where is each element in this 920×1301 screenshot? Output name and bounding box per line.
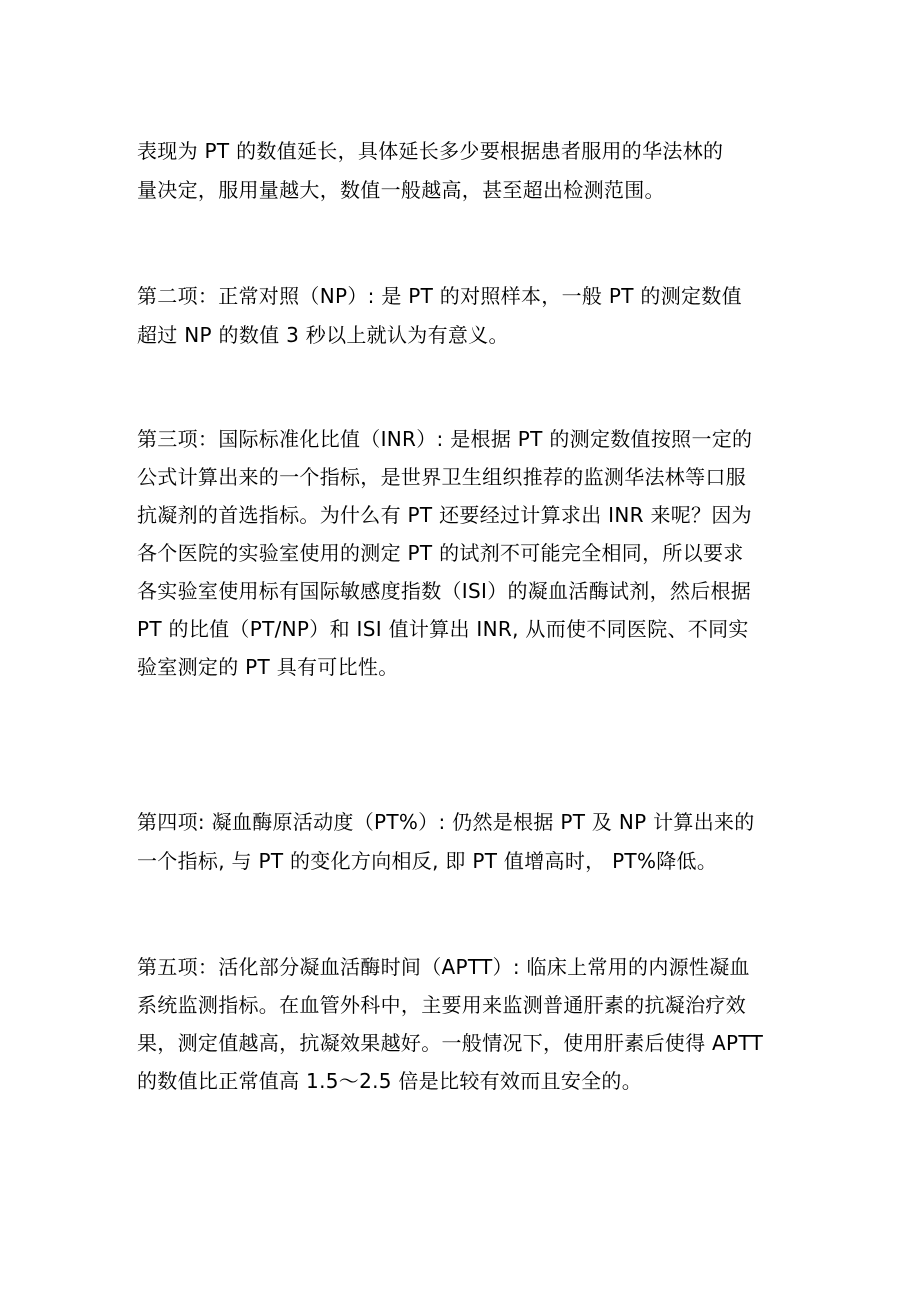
text-line: 各个医院的实验室使用的测定 PT 的试剂不可能完全相同，所以要求 [137,541,744,565]
paragraph-pt-intro [137,134,787,207]
text-line: 系统监测指标。在血管外科中，主要用来监测普通肝素的抗凝治疗效 [137,993,746,1017]
paragraph-aptt [137,950,787,1098]
text-line: 的数值比正常值高 1.5～2.5 倍是比较有效而且安全的。 [137,1069,643,1093]
text-line: 表现为 PT 的数值延长，具体延长多少要根据患者服用的华法林的 [137,139,724,163]
paragraph-np [137,279,787,352]
text-line: 第五项：活化部分凝血活酶时间（APTT）: 临床上常用的内源性凝血 [137,955,750,979]
paragraph-pt-percent [137,805,787,878]
text-line: 公式计算出来的一个指标，是世界卫生组织推荐的监测华法林等口服 [137,465,746,489]
text-line: PT 的比值（PT/NP）和 ISI 值计算出 INR, 从而使不同医院、不同实 [137,617,749,641]
text-line: 量决定，服用量越大，数值一般越高，甚至超出检测范围。 [137,178,665,202]
text-line: 各实验室使用标有国际敏感度指数（ISI）的凝血活酶试剂，然后根据 [137,579,752,603]
paragraph-inr [137,422,787,684]
text-line: 第二项：正常对照（NP）: 是 PT 的对照样本，一般 PT 的测定数值 [137,284,742,308]
text-line: 验室测定的 PT 具有可比性。 [137,655,399,679]
text-line: 一个指标, 与 PT 的变化方向相反, 即 PT 值增高时， PT%降低。 [137,849,718,873]
text-line: 果，测定值越高，抗凝效果越好。一般情况下，使用肝素后使得 APTT [137,1031,764,1055]
text-line: 第四项: 凝血酶原活动度（PT%）: 仍然是根据 PT 及 NP 计算出来的 [137,810,755,834]
text-line: 超过 NP 的数值 3 秒以上就认为有意义。 [137,323,509,347]
text-line: 第三项：国际标准化比值（INR）: 是根据 PT 的测定数值按照一定的 [137,427,753,451]
text-line: 抗凝剂的首选指标。为什么有 PT 还要经过计算求出 INR 来呢？因为 [137,503,752,527]
